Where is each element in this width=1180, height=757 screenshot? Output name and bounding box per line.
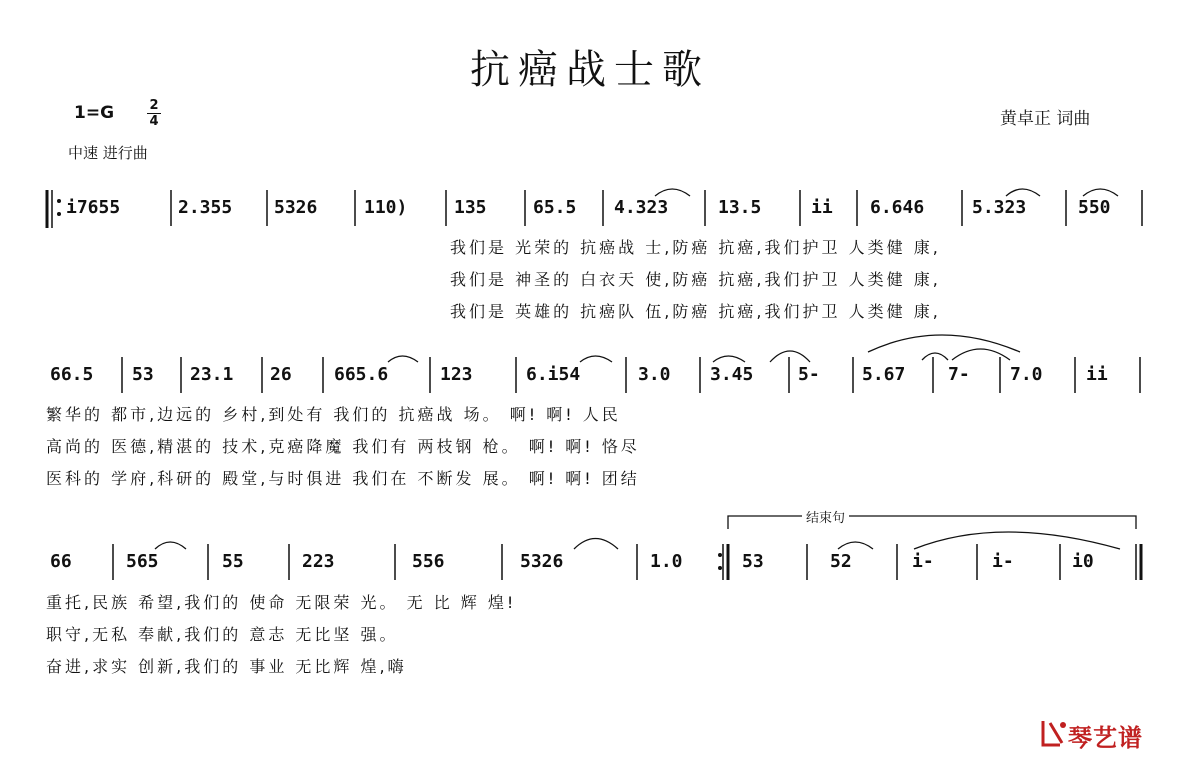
ending-label: 结束句 bbox=[802, 507, 849, 526]
measure: 7- bbox=[948, 364, 970, 385]
measure: 2.355 bbox=[178, 197, 233, 218]
measure: 665.6 bbox=[334, 364, 389, 385]
measure: 66 bbox=[50, 551, 72, 572]
lyric-line: 我们是 神圣的 白衣天 使,防癌 抗癌,我们护卫 人类健 康, bbox=[450, 270, 941, 289]
song-title: 抗癌战士歌 bbox=[470, 47, 710, 93]
measure: i- bbox=[912, 551, 934, 572]
measure: 3.0 bbox=[638, 364, 671, 385]
measure: 5.323 bbox=[972, 197, 1027, 218]
lyric-line: 职守,无私 奉献,我们的 意志 无比坚 强。 bbox=[46, 625, 399, 644]
measure: i7655 bbox=[66, 197, 121, 218]
measure: 1.0 bbox=[650, 551, 683, 572]
measure: 135 bbox=[454, 197, 487, 218]
measure: 123 bbox=[440, 364, 473, 385]
watermark-text: 琴艺谱 bbox=[1068, 724, 1143, 752]
measure: 556 bbox=[412, 551, 445, 572]
measure: 53 bbox=[742, 551, 764, 572]
measure: 66.5 bbox=[50, 364, 94, 385]
measure: 223 bbox=[302, 551, 335, 572]
measure: 53 bbox=[132, 364, 154, 385]
measure: ii bbox=[811, 197, 833, 218]
watermark-logo bbox=[1040, 717, 1164, 751]
measure: 7.0 bbox=[1010, 364, 1043, 385]
measure: 13.5 bbox=[718, 197, 762, 218]
measure: 6.i54 bbox=[526, 364, 581, 385]
measure: 4.323 bbox=[614, 197, 669, 218]
measure: 23.1 bbox=[190, 364, 234, 385]
measure: 6.646 bbox=[870, 197, 925, 218]
composer-credit: 黄卓正 词曲 bbox=[1000, 109, 1091, 129]
music-logo-icon bbox=[1040, 717, 1068, 749]
measure: 110) bbox=[364, 197, 408, 218]
key-signature: 1=G bbox=[74, 103, 115, 123]
lyric-line: 我们是 光荣的 抗癌战 士,防癌 抗癌,我们护卫 人类健 康, bbox=[450, 238, 941, 257]
lyric-line: 奋进,求实 创新,我们的 事业 无比辉 煌,嗨 bbox=[46, 657, 407, 676]
measure: ii bbox=[1086, 364, 1108, 385]
measure: 3.45 bbox=[710, 364, 754, 385]
lyric-line: 医科的 学府,科研的 殿堂,与时俱进 我们在 不断发 展。 啊! 啊! 团结 bbox=[46, 469, 640, 488]
measure: 565 bbox=[126, 551, 159, 572]
time-denominator: 4 bbox=[149, 114, 159, 129]
measure: i- bbox=[992, 551, 1014, 572]
time-numerator: 2 bbox=[149, 98, 159, 113]
lyric-line: 高尚的 医德,精湛的 技术,克癌降魔 我们有 两枝钢 枪。 啊! 啊! 恪尽 bbox=[46, 437, 640, 456]
measure: 5326 bbox=[274, 197, 318, 218]
lyric-line: 繁华的 都市,边远的 乡村,到处有 我们的 抗癌战 场。 啊! 啊! 人民 bbox=[46, 405, 621, 424]
measure: 5.67 bbox=[862, 364, 906, 385]
lyric-line: 我们是 英雄的 抗癌队 伍,防癌 抗癌,我们护卫 人类健 康, bbox=[450, 302, 941, 321]
measure: i0 bbox=[1072, 551, 1094, 572]
tempo-marking: 中速 进行曲 bbox=[68, 144, 148, 162]
measure: 550 bbox=[1078, 197, 1111, 218]
measure: 5326 bbox=[520, 551, 564, 572]
measure: 26 bbox=[270, 364, 292, 385]
measure: 52 bbox=[830, 551, 852, 572]
measure: 55 bbox=[222, 551, 244, 572]
lyric-line: 重托,民族 希望,我们的 使命 无限荣 光。 无 比 辉 煌! bbox=[46, 593, 517, 612]
measure: 65.5 bbox=[533, 197, 577, 218]
measure: 5- bbox=[798, 364, 820, 385]
